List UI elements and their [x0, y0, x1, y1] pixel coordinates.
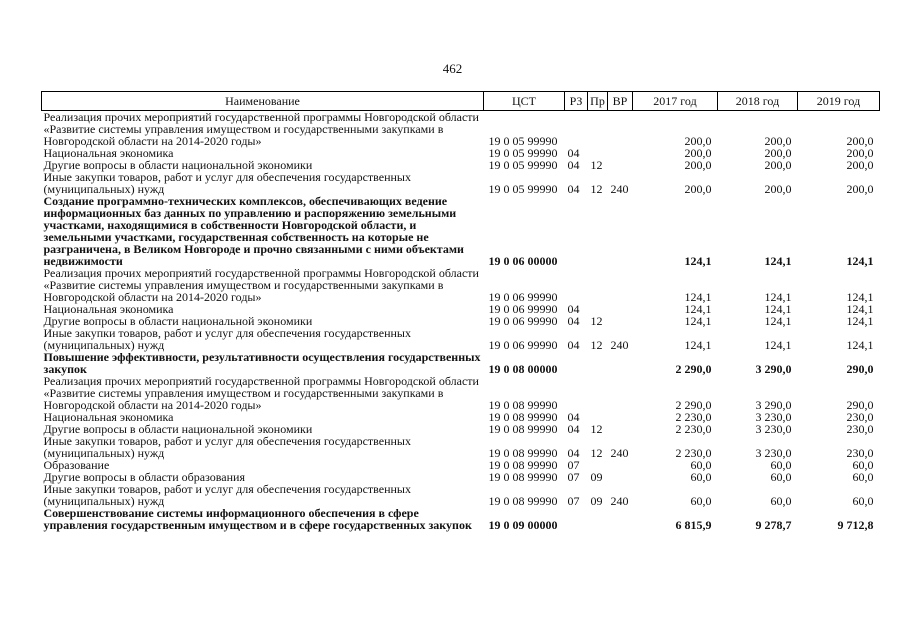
table-row: [42, 375, 880, 411]
cell-name: Реализация прочих мероприятий государственной программы Новгородской области «Развитие системы управления имуществом и государственными закупками в Новгородской области на 2014-2020 годы»: [43, 266, 479, 304]
cell-2017: 6 815,9: [675, 518, 712, 532]
cell-rz: 04: [567, 158, 580, 172]
table-header-row: [42, 92, 880, 111]
cell-2017: 2 290,0: [675, 398, 712, 412]
cell-pr: 12: [590, 422, 603, 436]
cell-name: Совершенствование системы информационного обеспечения в сфере управления государственным имуществом и в сфере государственных закупок: [43, 506, 472, 532]
cell-cst: 19 0 08 99990: [488, 446, 558, 460]
cell-name: Другие вопросы в области национальной экономики: [43, 314, 313, 328]
cell-rz: [565, 195, 588, 267]
cell-2018: 60,0: [770, 494, 792, 508]
cell-vr: [608, 159, 633, 171]
cell-2019: 200,0: [846, 146, 874, 160]
cell-2018: 9 278,7: [755, 518, 792, 532]
cell-2018: 200,0: [764, 182, 792, 196]
cell-rz: 04: [567, 302, 580, 316]
cell-rz: [565, 267, 588, 303]
header-2018: 2018 год: [718, 92, 798, 111]
cell-2018: 3 230,0: [755, 422, 792, 436]
header-2017: 2017 год: [633, 92, 718, 111]
cell-name: Другие вопросы в области образования: [43, 470, 245, 484]
cell-2019: 124,1: [846, 302, 874, 316]
cell-cst: 19 0 06 99990: [488, 314, 558, 328]
table-row: [42, 111, 880, 148]
cell-pr: 09: [590, 470, 603, 484]
cell-2017: 200,0: [684, 158, 712, 172]
cell-2017: 2 230,0: [675, 422, 712, 436]
cell-rz: 07: [567, 470, 580, 484]
cell-name: Иные закупки товаров, работ и услуг для обеспечения государственных (муниципальных) нужд: [43, 326, 411, 352]
cell-pr: 12: [590, 158, 603, 172]
cell-pr: [588, 375, 608, 411]
cell-rz: 04: [567, 146, 580, 160]
budget-table: [41, 91, 880, 531]
cell-2019: 124,1: [846, 314, 874, 328]
cell-2018: 200,0: [764, 134, 792, 148]
cell-cst: 19 0 08 99990: [488, 494, 558, 508]
cell-pr: 12: [590, 314, 603, 328]
table-row: [42, 351, 880, 375]
cell-name: Иные закупки товаров, работ и услуг для обеспечения государственных (муниципальных) нужд: [43, 170, 411, 196]
header-name: Наименование: [42, 92, 484, 111]
cell-2019: 230,0: [846, 410, 874, 424]
cell-cst: 19 0 05 99990: [488, 146, 558, 160]
cell-2018: 124,1: [764, 254, 792, 268]
cell-vr: 240: [610, 182, 629, 196]
cell-rz: [565, 375, 588, 411]
cell-vr: [608, 375, 633, 411]
cell-pr: 09: [590, 494, 603, 508]
cell-pr: [588, 267, 608, 303]
cell-2017: 60,0: [690, 494, 712, 508]
table-body: [42, 111, 880, 532]
cell-vr: [608, 111, 633, 148]
cell-pr: [588, 111, 608, 148]
header-rz: РЗ: [565, 92, 588, 111]
cell-2018: 200,0: [764, 158, 792, 172]
cell-2018: 3 290,0: [755, 398, 792, 412]
cell-cst: 19 0 08 99990: [488, 422, 558, 436]
table-row: [42, 435, 880, 459]
cell-vr: [608, 411, 633, 423]
cell-rz: 04: [567, 422, 580, 436]
cell-2019: 9 712,8: [837, 518, 874, 532]
cell-cst: 19 0 06 99990: [488, 302, 558, 316]
page-number: 462: [442, 61, 463, 76]
table-row: [42, 483, 880, 507]
cell-cst: 19 0 05 99990: [488, 182, 558, 196]
cell-name: Реализация прочих мероприятий государственной программы Новгородской области «Развитие системы управления имуществом и государственными закупками в Новгородской области на 2014-2020 годы»: [43, 374, 479, 412]
table-row: [42, 195, 880, 267]
cell-2018: 3 230,0: [755, 446, 792, 460]
table-row: [42, 267, 880, 303]
cell-name: Национальная экономика: [43, 146, 174, 160]
cell-pr: 12: [590, 338, 603, 352]
cell-2017: 124,1: [684, 302, 712, 316]
cell-2017: 200,0: [684, 146, 712, 160]
cell-2017: 60,0: [690, 458, 712, 472]
cell-name: Иные закупки товаров, работ и услуг для обеспечения государственных (муниципальных) нужд: [43, 434, 411, 460]
cell-2017: 60,0: [690, 470, 712, 484]
cell-cst: 19 0 05 99990: [488, 158, 558, 172]
header-vr: ВР: [608, 92, 633, 111]
cell-vr: [608, 147, 633, 159]
cell-pr: [588, 351, 608, 375]
cell-pr: [588, 195, 608, 267]
cell-rz: 04: [567, 410, 580, 424]
cell-cst: 19 0 06 00000: [488, 254, 558, 268]
cell-2018: 3 290,0: [755, 362, 792, 376]
cell-name: Повышение эффективности, результативности осуществления государственных закупок: [43, 350, 481, 376]
table-row: [42, 507, 880, 531]
cell-cst: 19 0 08 99990: [488, 470, 558, 484]
cell-2019: 124,1: [846, 290, 874, 304]
cell-vr: [608, 303, 633, 315]
cell-cst: 19 0 09 00000: [488, 518, 558, 532]
cell-name: Реализация прочих мероприятий государственной программы Новгородской области «Развитие системы управления имуществом и государственными закупками в Новгородской области на 2014-2020 годы»: [43, 110, 479, 148]
cell-name: Национальная экономика: [43, 410, 174, 424]
cell-2019: 60,0: [852, 494, 874, 508]
cell-2017: 2 290,0: [675, 362, 712, 376]
cell-cst: 19 0 05 99990: [488, 134, 558, 148]
cell-rz: [565, 111, 588, 148]
cell-2017: 124,1: [684, 254, 712, 268]
header-pr: Пр: [588, 92, 608, 111]
cell-vr: [608, 507, 633, 531]
cell-rz: 04: [567, 182, 580, 196]
cell-name: Создание программно-технических комплексов, обеспечивающих ведение информационных баз данных по управлению и распоряжению земельными участками, находящимися в собственности Новгородской области, и земельными участками, государственная собственность на которые не разграничена, в Великом Новгороде и прочно связанными с ними объектами недвижимости: [43, 194, 464, 268]
cell-rz: 07: [567, 494, 580, 508]
cell-2018: 200,0: [764, 146, 792, 160]
cell-vr: [608, 195, 633, 267]
cell-vr: [608, 351, 633, 375]
cell-vr: [608, 471, 633, 483]
cell-2019: 200,0: [846, 134, 874, 148]
cell-2019: 124,1: [846, 338, 874, 352]
cell-2019: 200,0: [846, 182, 874, 196]
cell-vr: [608, 423, 633, 435]
cell-2018: 60,0: [770, 470, 792, 484]
table-row: [42, 327, 880, 351]
cell-2017: 200,0: [684, 182, 712, 196]
cell-rz: [565, 351, 588, 375]
cell-rz: 04: [567, 446, 580, 460]
table-row: [42, 171, 880, 195]
cell-cst: 19 0 06 99990: [488, 290, 558, 304]
cell-cst: 19 0 08 99990: [488, 458, 558, 472]
cell-rz: 04: [567, 314, 580, 328]
cell-pr: [588, 507, 608, 531]
cell-2017: 2 230,0: [675, 446, 712, 460]
cell-vr: 240: [610, 338, 629, 352]
cell-cst: 19 0 08 00000: [488, 362, 558, 376]
cell-2018: 124,1: [764, 338, 792, 352]
cell-vr: [608, 267, 633, 303]
header-cst: ЦСТ: [484, 92, 565, 111]
header-2019: 2019 год: [798, 92, 880, 111]
cell-pr: 12: [590, 446, 603, 460]
cell-name: Другие вопросы в области национальной экономики: [43, 158, 313, 172]
cell-2019: 230,0: [846, 422, 874, 436]
cell-2018: 124,1: [764, 314, 792, 328]
cell-2017: 2 230,0: [675, 410, 712, 424]
cell-2017: 124,1: [684, 338, 712, 352]
cell-2017: 200,0: [684, 134, 712, 148]
cell-cst: 19 0 08 99990: [488, 398, 558, 412]
cell-name: Образование: [43, 458, 110, 472]
cell-2019: 290,0: [846, 362, 874, 376]
cell-2018: 60,0: [770, 458, 792, 472]
cell-name: Иные закупки товаров, работ и услуг для обеспечения государственных (муниципальных) нужд: [43, 482, 411, 508]
cell-name: Национальная экономика: [43, 302, 174, 316]
cell-rz: [565, 507, 588, 531]
cell-2019: 60,0: [852, 458, 874, 472]
cell-cst: 19 0 06 99990: [488, 338, 558, 352]
cell-vr: [608, 459, 633, 471]
cell-2019: 200,0: [846, 158, 874, 172]
cell-pr: 12: [590, 182, 603, 196]
cell-vr: 240: [610, 446, 629, 460]
cell-vr: [608, 315, 633, 327]
cell-2018: 3 230,0: [755, 410, 792, 424]
cell-2017: 124,1: [684, 314, 712, 328]
cell-2017: 124,1: [684, 290, 712, 304]
cell-name: Другие вопросы в области национальной экономики: [43, 422, 313, 436]
cell-cst: 19 0 08 99990: [488, 410, 558, 424]
cell-2019: 230,0: [846, 446, 874, 460]
cell-2019: 124,1: [846, 254, 874, 268]
cell-2018: 124,1: [764, 302, 792, 316]
cell-2019: 290,0: [846, 398, 874, 412]
cell-rz: 04: [567, 338, 580, 352]
cell-2018: 124,1: [764, 290, 792, 304]
cell-vr: 240: [610, 494, 629, 508]
cell-2019: 60,0: [852, 470, 874, 484]
cell-rz: 07: [567, 458, 580, 472]
